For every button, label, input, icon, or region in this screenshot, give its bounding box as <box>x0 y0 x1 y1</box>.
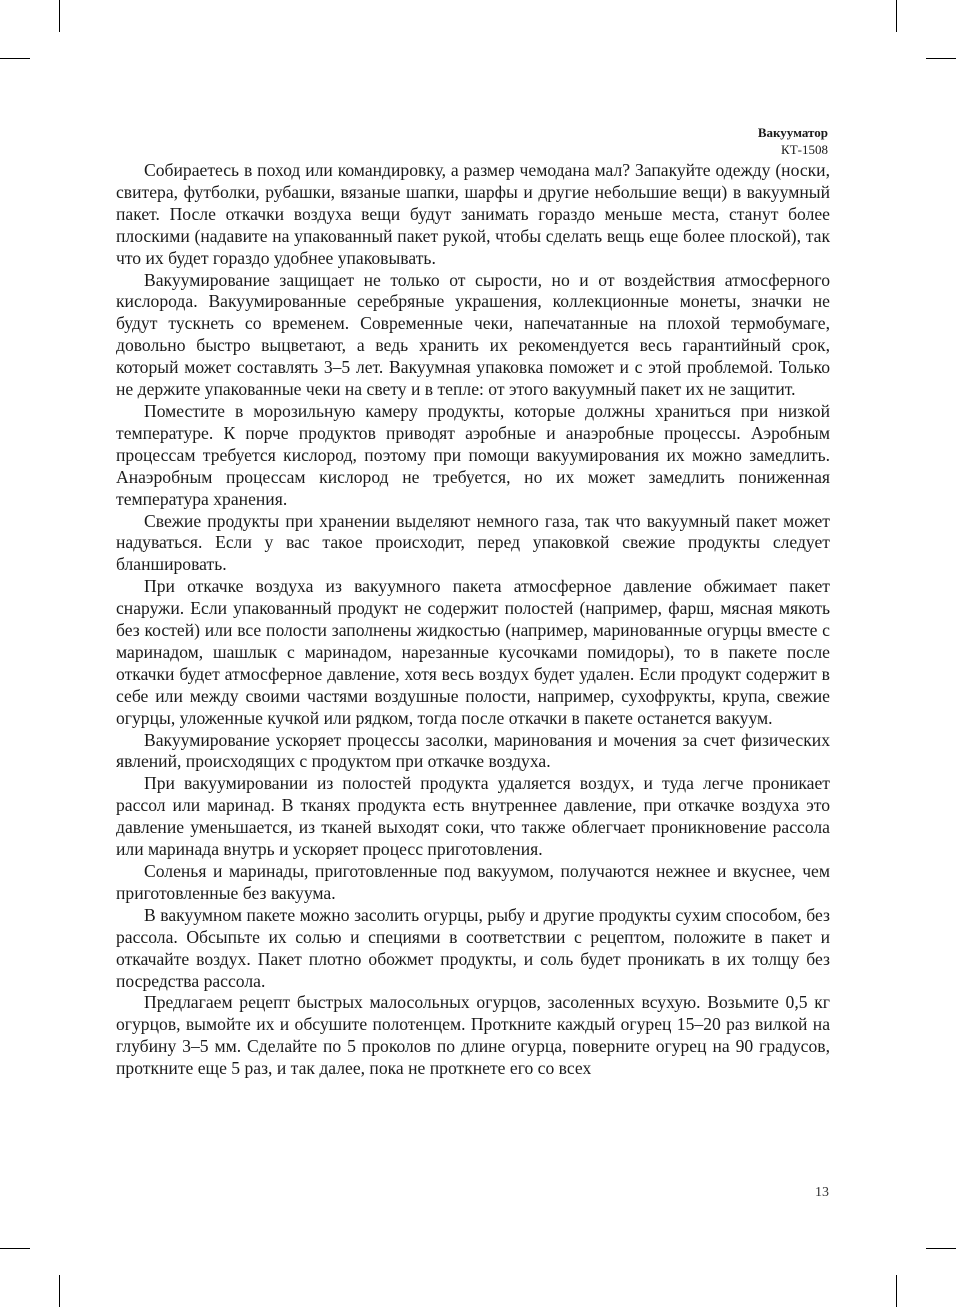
crop-mark-bottom-right-h <box>926 1248 956 1249</box>
body-text <box>116 160 830 1080</box>
paragraph: Предлагаем рецепт быстрых малосольных огурцов, засоленных всухую. Возьмите 0,5 кг огурцов, вымойте их и обсушите полотенцем. Проткните каждый огурец 15–20 раз вилкой на глубину 3–5 мм. Сделайте по 5 проколов по длине огурца, поверните огурец на 90 градусов, проткните еще 5 раз, и так далее, пока не проткнете его со всех <box>116 992 830 1079</box>
crop-mark-bottom-left-h <box>0 1248 30 1249</box>
paragraph: Вакуумирование защищает не только от сырости, но и от воздействия атмосферного кислорода. Вакуумированные серебряные украшения, коллекционные монеты, значки не будут тускнеть со временем. Современные чеки, напечатанные на плохой термобумаге, довольно быстро выцветают, а ведь хранить их рекомендуется весь гарантийный срок, который может составлять 3–5 лет. Вакуумная упаковка поможет и с этой проблемой. Только не держите упакованные чеки на свету и в тепле: от этого вакуумный пакет их не защитит. <box>116 269 830 400</box>
paragraph: Вакуумирование ускоряет процессы засолки, маринования и мочения за счет физических явлений, происходящих с продуктом при откачке воздуха. <box>116 729 830 772</box>
running-header <box>758 124 828 158</box>
crop-mark-bottom-right <box>896 1275 897 1307</box>
paragraph: Свежие продукты при хранении выделяют немного газа, так что вакуумный пакет может надуваться. Если у вас такое происходит, перед упаковкой свежие продукты следует бланшировать. <box>116 510 830 575</box>
crop-mark-bottom-left <box>59 1275 60 1307</box>
page-number: 13 <box>815 1185 829 1200</box>
header-model: КТ-1508 <box>781 142 828 157</box>
crop-mark-top-left <box>59 0 60 32</box>
crop-mark-top-right-h <box>926 58 956 59</box>
paragraph: Собираетесь в поход или командировку, а размер чемодана мал? Запакуйте одежду (носки, свитера, футболки, рубашки, вязаные шапки, шарфы и другие небольшие вещи) в вакуумный пакет. После откачки воздуха вещи будут занимать гораздо меньше места, станут более плоскими (надавите на упакованный пакет рукой, чтобы сделать вещь еще более плоской), так что их будет гораздо удобнее упаковывать. <box>116 160 830 268</box>
crop-mark-top-right <box>896 0 897 32</box>
paragraph: При вакуумировании из полостей продукта удаляется воздух, и туда легче проникает рассол или маринад. В тканях продукта есть внутреннее давление, при откачке воздуха это давление уменьшается, из тканей выходят соки, что также облегчает проникновение рассола или маринада внутрь и ускоряет процесс приготовления. <box>116 773 830 860</box>
paragraph: В вакуумном пакете можно засолить огурцы, рыбу и другие продукты сухим способом, без рассола. Обсыпьте их солью и специями в соответствии с рецептом, положите в пакет и откачайте воздух. Пакет плотно обожмет продукты, и соль будет проникать в их толщу без посредства рассола. <box>116 904 830 991</box>
paragraph: Поместите в морозильную камеру продукты, которые должны храниться при низкой температуре. К порче продуктов приводят аэробные и анаэробные процессы. Аэробным процессам требуется кислород, поэтому при помощи вакуумирования их можно замедлить. Анаэробным процессам кислород не требуется, но их может замедлить пониженная температура хранения. <box>116 400 830 509</box>
header-product-name: Вакууматор <box>757 125 828 140</box>
paragraph: При откачке воздуха из вакуумного пакета атмосферное давление обжимает пакет снаружи. Если упакованный продукт не содержит полостей (например, фарш, мясная мякоть без костей) или все полости заполнены жидкостью (например, маринованные огурцы вместе с маринадом, шашлык с маринадом, нарезанные кусочками помидоры), то в пакете после откачки будет атмосферное давление, хотя весь воздух будет удален. Если продукт содержит в себе или между своими частями воздушные полости, например, сухофрукты, крупа, свежие огурцы, уложенные кучкой или рядком, тогда после откачки в пакете останется вакуум. <box>116 576 830 728</box>
crop-mark-top-left-h <box>0 58 30 59</box>
paragraph: Соленья и маринады, приготовленные под вакуумом, получаются нежнее и вкуснее, чем приготовленные без вакуума. <box>116 861 830 903</box>
